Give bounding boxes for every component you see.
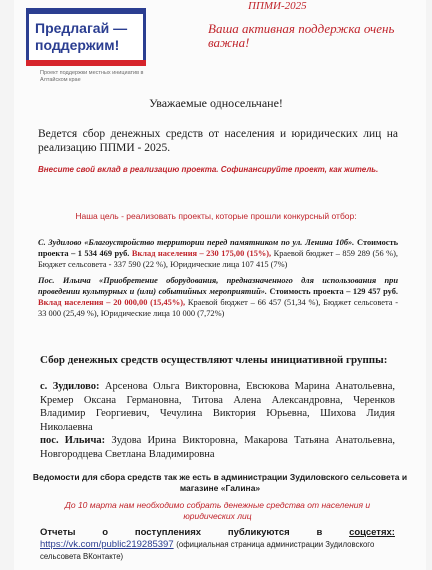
team-members: Арсенова Ольга Викторовна, Евсюкова Марина Анатольевна, Кремер Оксана Германовна, Титова Алена Александровна, Черенков Владимир Георгиевич, Чечулина Виктория Юрьевна, Шихова Лидия Николаевна [40,381,395,433]
call-to-action: Внесите свой вклад в реализацию проекта. Софинансируйте проект, как житель. [38,165,379,174]
logo-line-1: Предлагай — [35,20,128,36]
project-intro: С. Зудилово «Благоустройство территории перед памятником по ул. Ленина 10б». [38,238,355,247]
logo-top-stripe [26,8,146,14]
goal-line: Наша цель - реализовать проекты, которые прошли конкурсный отбор: [75,211,357,221]
project-zudilovo [38,238,398,271]
ppmi-logo [26,8,146,66]
project-cost: Стоимость проекта – 129 457 руб. [269,286,398,296]
reports-word-2: о [102,527,109,538]
reports-word-3: поступлениях [134,527,202,538]
project-ilyicha [38,276,398,320]
lead-paragraph: Ведется сбор денежных средств от населения и юридических лиц на реализацию ППМИ - 2025. [38,128,398,154]
header-title: ППМИ-2025 [248,0,307,12]
team-place: пос. Ильича: [40,435,106,446]
project-funding-split: Краевой бюджет – 859 289 (56 %), Бюджет сельсовета - 337 590 (22 %), Юридические лица 107 415 (7%) [38,248,399,269]
reports-line [40,527,395,539]
project-contribution: Вклад населения – 20 000,00 (15,45%), [38,297,186,307]
reports-block [40,527,395,563]
team-place: с. Зудилово: [40,381,100,392]
reports-link-line [40,539,395,563]
vk-link-note: (официальная страница администрации Зудиловского сельсовета ВКонтакте) [40,540,375,562]
project-cost: Стоимость проекта – 1 534 469 руб. [38,238,399,258]
reports-word-1: Отчеты [40,527,76,538]
project-contribution: Вклад населения – 230 175,00 (15%), [131,248,272,258]
reports-word-5: в [316,527,323,538]
logo-red-stripe [26,60,146,66]
header-slogan: Ваша активная поддержка очень важна! [208,21,395,51]
greeting: Уважаемые односельчане! [149,96,283,110]
project-intro: Пос. Ильича «Приобретение оборудования, предназначенного для использования при проведении культурных и (или) событийных мероприятий». [38,276,398,296]
team-members: Зудова Ирина Викторовна, Макарова Татьяна Анатольевна, Новгородцева Светлана Владимировна [40,435,395,460]
team-ilyicha [40,434,395,461]
logo-line-2: поддержим! [35,37,120,53]
reports-word-4: публикуются [227,527,290,538]
deadline-note: До 10 марта нам необходимо собрать денежные средства от населения и юридических лиц [64,500,371,522]
vk-link[interactable]: https://vk.com/public219285397 [40,539,174,551]
logo-subtitle: Проект поддержки местных инициатив в Алтайском крае [40,70,144,84]
collectors-heading: Сбор денежных средств осуществляют члены инициативной группы: [40,354,388,366]
statements-note: Ведомости для сбора средств так же есть в администрации Зудиловского сельсовета и магазине «Галина» [32,472,408,494]
project-funding-split: Краевой бюджет – 66 457 (51,34 %), Бюджет сельсовета - 33 000 (25,49 %), Юридические лица 10 000 (7,72%) [38,297,398,318]
team-zudilovo [40,380,395,435]
reports-word-6: соцсетях: [349,527,395,538]
